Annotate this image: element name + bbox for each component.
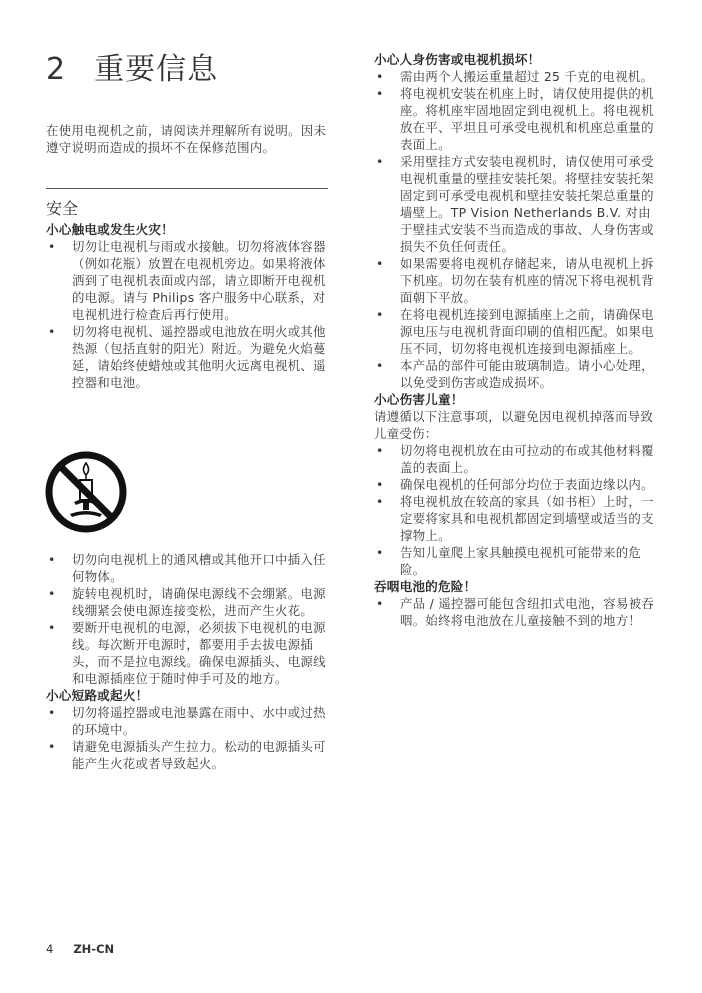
list-item: • 将电视机安装在机座上时，请仅使用提供的机座。将机座牢固地固定到电视机上。将电视机放在平、平坦且可承受电视机和机座总重量的表面上。 — [374, 85, 658, 153]
list-item: • 如果需要将电视机存储起来，请从电视机上拆下机座。切勿在装有机座的情况下将电视机背面朝下平放。 — [374, 255, 658, 306]
fire-warning-list-continued — [46, 551, 328, 687]
children-warning-list — [374, 442, 658, 578]
page-number: 4 — [46, 942, 54, 956]
list-item: • 请避免电源插头产生拉力。松动的电源插头可能产生火花或者导致起火。 — [46, 738, 328, 772]
list-item: • 要断开电视机的电源，必须拔下电视机的电源线。每次断开电源时，都要用手去拔电源插头，而不是拉电源线。确保电源插头、电源线和电源插座位于随时伸手可及的地方。 — [46, 619, 328, 687]
injury-warning-block — [374, 51, 658, 629]
injury-warning-list — [374, 68, 658, 391]
list-item: • 确保电视机的任何部分均位于表面边缘以内。 — [374, 476, 658, 493]
fire-warning-list — [46, 238, 328, 391]
list-item: • 需由两个人搬运重量超过 25 千克的电视机。 — [374, 68, 658, 85]
short-circuit-heading: 小心短路或起火！ — [46, 688, 149, 703]
battery-warning-list — [374, 595, 658, 629]
list-item: • 告知儿童爬上家具触摸电视机可能带来的危险。 — [374, 544, 658, 578]
section-title: 安全 — [46, 199, 79, 218]
section-divider — [46, 188, 328, 189]
list-item: • 将电视机放在较高的家具（如书柜）上时，一定要将家具和电视机都固定到墙壁或适当的支撑物上。 — [374, 493, 658, 544]
intro-text: 在使用电视机之前，请阅读并理解所有说明。因未遵守说明而造成的损坏不在保修范围内。 — [46, 123, 327, 155]
list-item: • 切勿向电视机上的通风槽或其他开口中插入任何物体。 — [46, 551, 328, 585]
list-item: • 本产品的部件可能由玻璃制造。请小心处理，以免受到伤害或造成损坏。 — [374, 357, 658, 391]
children-warning-heading: 小心伤害儿童！ — [374, 392, 464, 407]
fire-warning-heading: 小心触电或发生火灾！ — [46, 222, 174, 237]
page-footer — [46, 942, 114, 956]
injury-warning-heading: 小心人身伤害或电视机损坏！ — [374, 52, 541, 67]
language-code: ZH-CN — [73, 942, 115, 956]
fire-warning-block — [46, 221, 328, 391]
chapter-heading — [46, 44, 218, 88]
list-item: • 采用壁挂方式安装电视机时，请仅使用可承受电视机重量的壁挂安装托架。将壁挂安装托架固定到可承受电视机和壁挂安装托架总重量的墙壁上。TP Vision Netherlands B.V. 对由于壁挂式安装不当而造成的事故、人身伤害或损失不负任何责任。 — [374, 153, 658, 255]
chapter-title: 重要信息 — [94, 52, 219, 87]
fire-warning-block-continued — [46, 551, 328, 772]
list-item: • 切勿将电视机放在由可拉动的布或其他材料覆盖的表面上。 — [374, 442, 658, 476]
chapter-number: 2 — [46, 52, 67, 87]
children-warning-intro: 请遵循以下注意事项，以避免因电视机掉落而导致儿童受伤： — [374, 409, 654, 441]
no-candle-prohibition-icon — [44, 450, 128, 534]
short-circuit-list — [46, 704, 328, 772]
list-item: • 切勿将遥控器或电池暴露在雨中、水中或过热的环境中。 — [46, 704, 328, 738]
list-item: • 切勿让电视机与雨或水接触。切勿将液体容器（例如花瓶）放置在电视机旁边。如果将液体洒到了电视机表面或内部，请立即断开电视机的电源。请与 Philips 客户服务中心联系，对电视机进行检查后再行使用。 — [46, 238, 328, 323]
battery-warning-heading: 吞咽电池的危险！ — [374, 579, 477, 594]
list-item: • 产品 / 遥控器可能包含纽扣式电池，容易被吞咽。始终将电池放在儿童接触不到的地方！ — [374, 595, 658, 629]
list-item: • 在将电视机连接到电源插座上之前，请确保电源电压与电视机背面印刷的值相匹配。如果电压不同，切勿将电视机连接到电源插座上。 — [374, 306, 658, 357]
list-item: • 切勿将电视机、遥控器或电池放在明火或其他热源（包括直射的阳光）附近。为避免火焰蔓延，请始终使蜡烛或其他明火远离电视机、遥控器和电池。 — [46, 323, 328, 391]
list-item: • 旋转电视机时，请确保电源线不会绷紧。电源线绷紧会使电源连接变松，进而产生火花。 — [46, 585, 328, 619]
